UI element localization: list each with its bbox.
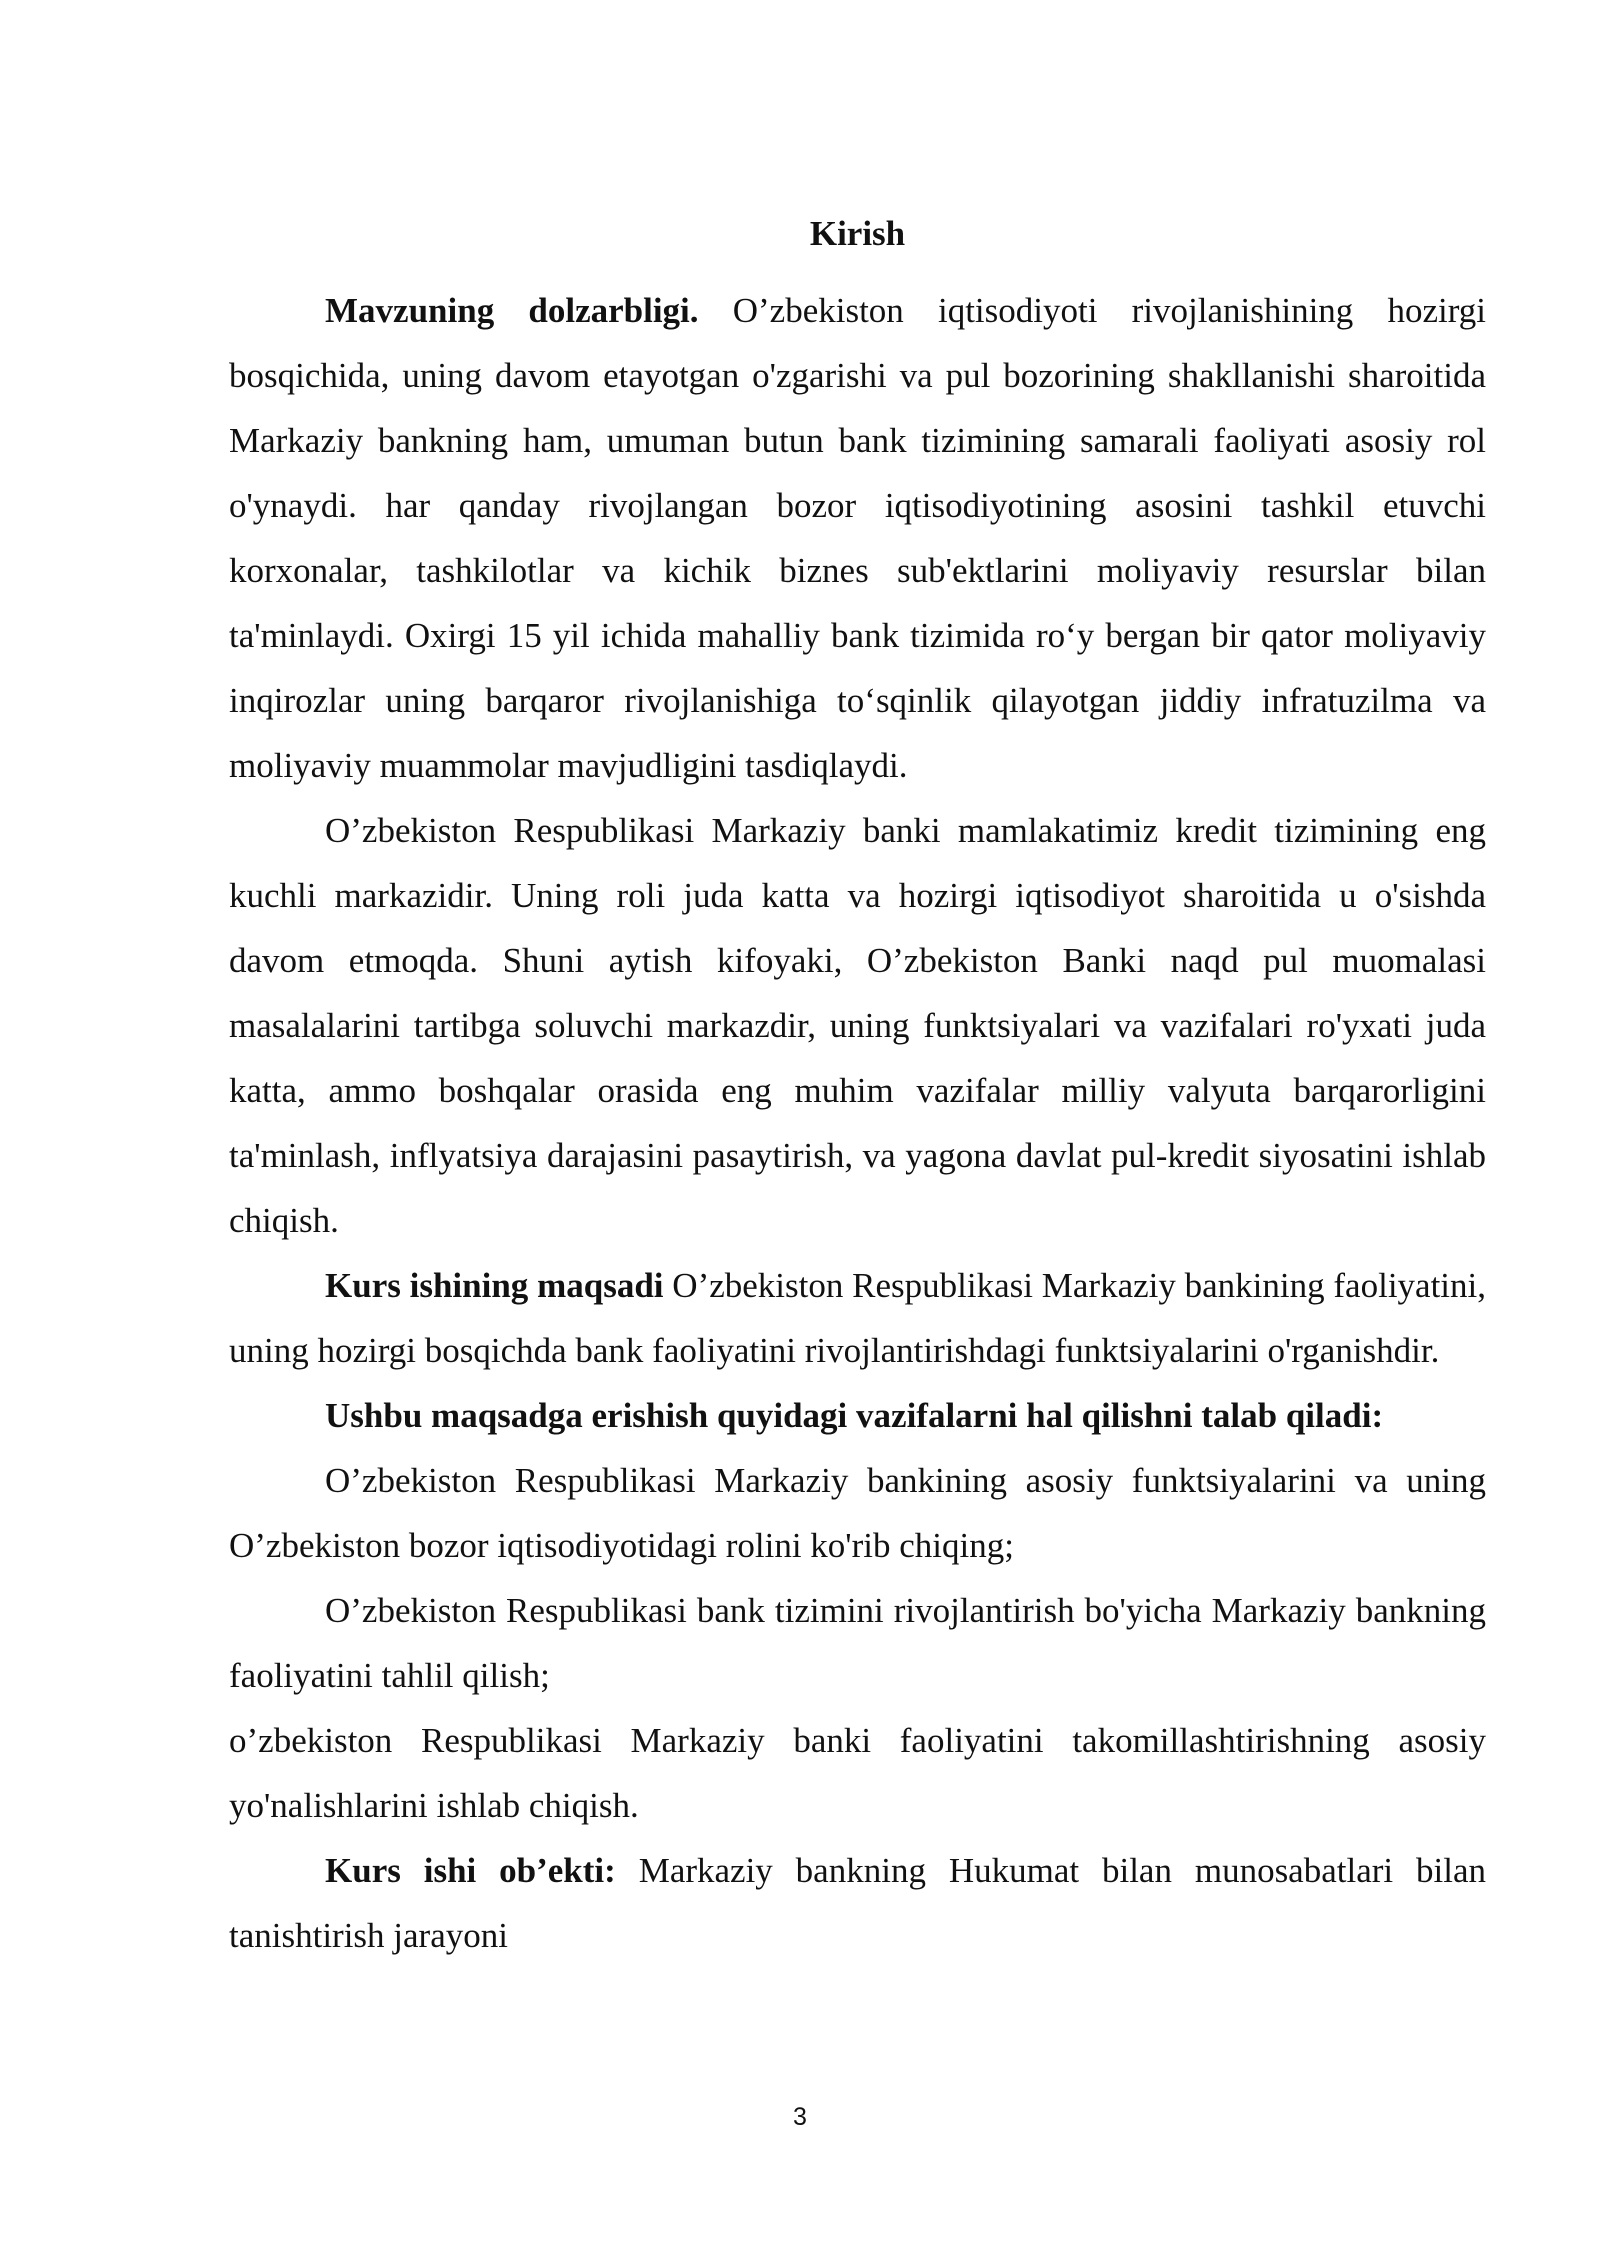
- paragraph-task-1: [229, 1448, 1486, 1578]
- paragraph-central-bank: [229, 798, 1486, 1253]
- paragraph-task-2: [229, 1578, 1486, 1708]
- document-page: [229, 212, 1486, 1968]
- paragraph-task-3: [229, 1708, 1486, 1838]
- paragraph-text: Markaziy bankning Hukumat bilan munosabatlari bilan tanishtirish jarayoni: [229, 1851, 1486, 1955]
- paragraph-lead: Kurs ishining maqsadi: [325, 1266, 664, 1305]
- paragraph-text: O’zbekiston Respublikasi Markaziy bankining asosiy funktsiyalarini va uning O’zbekiston bozor iqtisodiyotidagi rolini ko'rib chiqing;: [229, 1461, 1486, 1565]
- paragraph-text: O’zbekiston Respublikasi Markaziy banki mamlakatimiz kredit tizimining eng kuchli markazidir. Uning roli juda katta va hozirgi iqtisodiyot sharoitida u o'sishda davom etmoqda. Shuni aytish kifoyaki, O’zbekiston Banki naqd pul muomalasi masalalarini tartibga soluvchi markazdir, uning funktsiyalari va vazifalari ro'yxati juda katta, ammo boshqalar orasida eng muhim vazifalar milliy valyuta barqarorligini ta'minlash, inflyatsiya darajasini pasaytirish, va yagona davlat pul-kredit siyosatini ishlab chiqish.: [229, 811, 1486, 1240]
- paragraph-lead: Mavzuning dolzarbligi.: [325, 291, 699, 330]
- paragraph-tasks-heading: [229, 1383, 1486, 1448]
- section-title: Kirish: [809, 214, 906, 253]
- paragraph-relevance: [229, 278, 1486, 798]
- paragraph-object: [229, 1838, 1486, 1968]
- paragraph-lead: Kurs ishi ob’ekti:: [325, 1851, 616, 1890]
- page-number: 3: [793, 2103, 807, 2131]
- paragraph-text: O’zbekiston iqtisodiyoti rivojlanishining hozirgi bosqichida, uning davom etayotgan o'zgarishi va pul bozorining shakllanishi sharoitida Markaziy bankning ham, umuman butun bank tizimining samarali faoliyati asosiy rol o'ynaydi. har qanday rivojlangan bozor iqtisodiyotining asosini tashkil etuvchi korxonalar, tashkilotlar va kichik biznes sub'ektlarini moliyaviy resurslar bilan ta'minlaydi. Oxirgi 15 yil ichida mahalliy bank tizimida ro‘y bergan bir qator moliyaviy inqirozlar uning barqaror rivojlanishiga to‘sqinlik qilayotgan jiddiy infratuzilma va moliyaviy muammolar mavjudligini tasdiqlaydi.: [229, 291, 1486, 785]
- paragraph-text: O’zbekiston Respublikasi Markaziy bankining faoliyatini, uning hozirgi bosqichda bank faoliyatini rivojlantirishdagi funktsiyalarini o'rganishdir.: [229, 1266, 1486, 1370]
- paragraph-text: o’zbekiston Respublikasi Markaziy banki faoliyatini takomillashtirishning asosiy yo'nalishlarini ishlab chiqish.: [229, 1721, 1486, 1825]
- paragraph-lead: Ushbu maqsadga erishish quyidagi vazifalarni hal qilishni talab qiladi:: [325, 1396, 1384, 1435]
- paragraph-goal: [229, 1253, 1486, 1383]
- paragraph-text: O’zbekiston Respublikasi bank tizimini rivojlantirish bo'yicha Markaziy bankning faoliyatini tahlil qilish;: [229, 1591, 1486, 1695]
